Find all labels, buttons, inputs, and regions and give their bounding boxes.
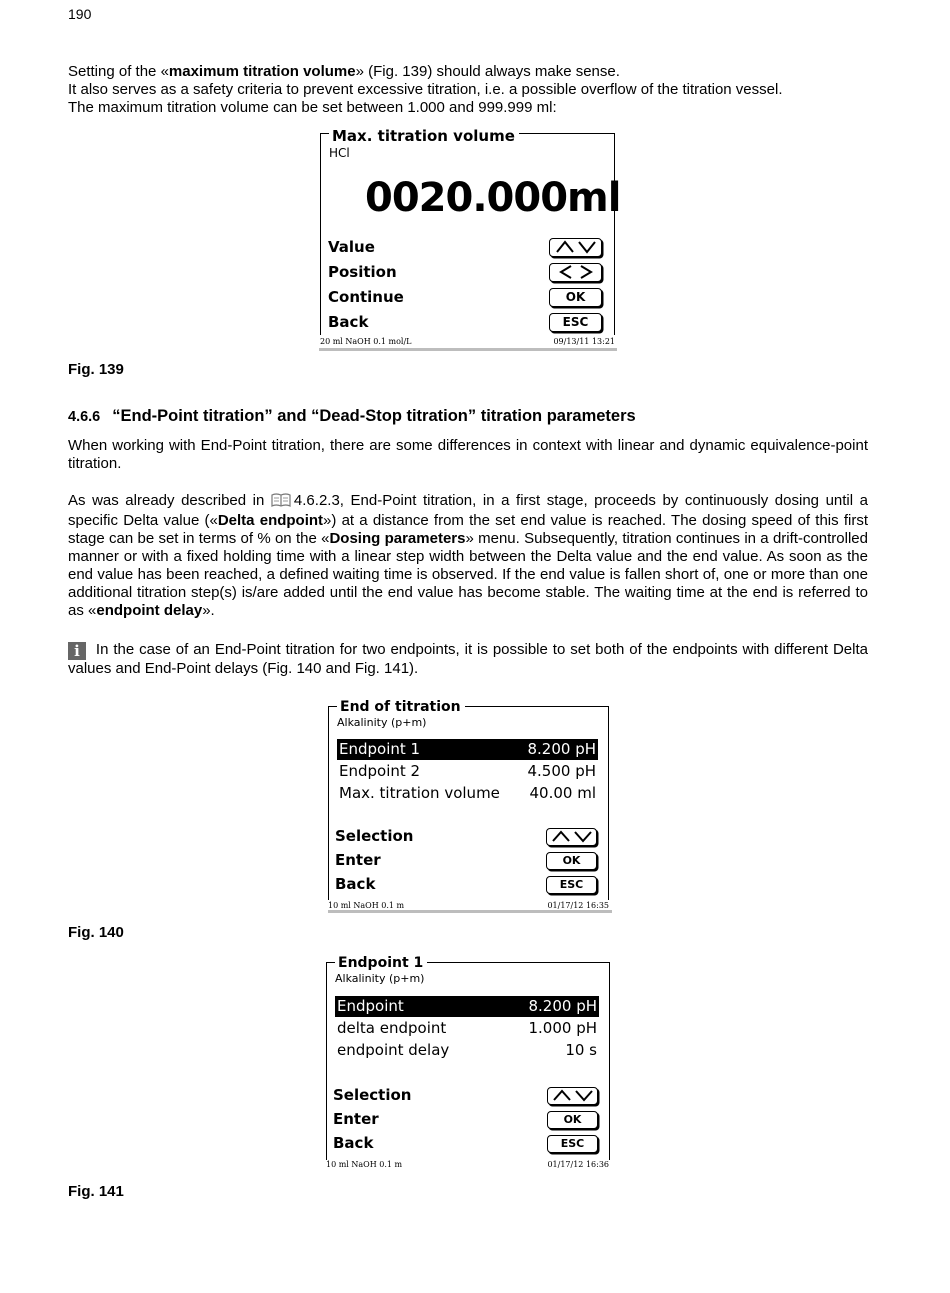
paragraph-text: As was already described in — [68, 492, 271, 509]
updown-arrows-key[interactable] — [546, 828, 597, 846]
fig140-screen — [325, 698, 613, 914]
esc-key[interactable]: ESC — [546, 876, 597, 894]
fig139-screen — [319, 125, 621, 351]
screen-title: Max. titration volume — [329, 127, 519, 145]
screen-frame — [326, 962, 610, 1160]
screen-subtitle: HCl — [329, 146, 350, 160]
menu-row-delta-endpoint[interactable] — [335, 1018, 599, 1039]
status-left: 20 ml NaOH 0.1 mol/L — [320, 337, 412, 346]
note-text: In the case of an End-Point titration for two endpoints, it is possible to set both of the endpoints with different Delta values and End-Point delays (Fig. 140 and Fig. 141). — [68, 641, 868, 677]
ok-key[interactable]: OK — [546, 852, 597, 870]
paragraph-text: » menu. Subsequently, titration continues in a drift-controlled manner or with a fixed holding time with a linear step width between the Delta value and the end value. As soon as the end value has been reached, a defined waiting time is observed. If the end value is fallen short of, one or more than one additional titration step(s) is/are added until the end value has become stable. The waiting time at the end is referred to as « — [68, 530, 868, 619]
menu-row-endpoint[interactable] — [335, 996, 599, 1017]
status-left: 10 ml NaOH 0.1 m — [328, 901, 405, 910]
status-right: 09/13/11 13:21 — [553, 337, 615, 346]
intro-text: Setting of the « — [68, 63, 169, 80]
paragraph-text: 4.6.2.3, End-Point titration, in a first stage, proceeds by continuously dosing until a specific Delta value (« — [68, 492, 868, 529]
bold-term: Delta endpoint — [217, 512, 324, 529]
menu-row-value: 4.500 pH — [527, 762, 596, 780]
page-number: 190 — [68, 6, 92, 22]
menu-row-max-titration-volume[interactable] — [337, 783, 598, 804]
status-left: 10 ml NaOH 0.1 m — [326, 1160, 403, 1169]
menu-row-label: Endpoint 1 — [339, 740, 421, 758]
back-label: Back — [333, 1134, 374, 1152]
value-label: Value — [328, 238, 375, 256]
book-icon — [271, 493, 291, 512]
status-bar — [319, 348, 617, 351]
menu-row-endpoint-1[interactable] — [337, 739, 598, 760]
updown-arrows-icon — [554, 239, 598, 255]
intro-text: » (Fig. 139) should always make sense. — [355, 63, 620, 80]
section-title: “End-Point titration” and “Dead-Stop titration” titration parameters — [112, 407, 636, 425]
intro-line-3: The maximum titration volume can be set between 1.000 and 999.999 ml: — [68, 99, 557, 116]
left-right-arrows-icon — [554, 264, 598, 280]
intro-bold-term: maximum titration volume — [168, 63, 356, 80]
fig141-caption: Fig. 141 — [68, 1183, 124, 1200]
paragraph-text: ») at a distance from the set end value is reached. The dosing speed of this first stage can be set in terms of % on the « — [68, 512, 868, 547]
fig141-screen — [323, 955, 613, 1173]
volume-unit: ml — [567, 175, 621, 221]
updown-arrows-key[interactable] — [547, 1087, 598, 1105]
position-label: Position — [328, 263, 397, 281]
menu-row-label: Endpoint — [337, 997, 404, 1015]
updown-arrows-icon — [551, 1088, 595, 1103]
menu-row-label: delta endpoint — [337, 1019, 447, 1037]
menu-row-value: 8.200 pH — [527, 740, 596, 758]
menu-row-value: 10 s — [565, 1041, 597, 1059]
menu-row-label: Max. titration volume — [339, 784, 500, 802]
fig139-caption: Fig. 139 — [68, 361, 124, 378]
left-right-arrows-key[interactable] — [549, 263, 602, 282]
esc-key[interactable]: ESC — [547, 1135, 598, 1153]
intro-line-2: It also serves as a safety criteria to prevent excessive titration, i.e. a possible overflow of the titration vessel. — [68, 81, 783, 98]
status-right: 01/17/12 16:36 — [547, 1160, 609, 1169]
continue-label: Continue — [328, 288, 404, 306]
selection-label: Selection — [335, 827, 414, 845]
menu-row-endpoint-2[interactable] — [337, 761, 598, 782]
screen-subtitle: Alkalinity (p+m) — [337, 716, 427, 729]
intro-paragraph — [68, 63, 888, 117]
updown-arrows-icon — [550, 829, 594, 844]
ok-key[interactable]: OK — [547, 1111, 598, 1129]
intro-line-1 — [68, 63, 888, 81]
back-label: Back — [328, 313, 369, 331]
updown-arrows-key[interactable] — [549, 238, 602, 257]
paragraph-1: When working with End-Point titration, there are some differences in context with linear and dynamic equivalence-point titration. — [68, 437, 868, 472]
screen-title: End of titration — [337, 699, 465, 715]
menu-row-value: 1.000 pH — [528, 1019, 597, 1037]
info-icon: i — [68, 642, 86, 660]
section-heading — [68, 407, 636, 426]
back-label: Back — [335, 875, 376, 893]
bold-term: Dosing parameters — [329, 530, 466, 547]
bold-term: endpoint delay — [96, 602, 203, 619]
ok-key[interactable]: OK — [549, 288, 602, 307]
screen-subtitle: Alkalinity (p+m) — [335, 972, 425, 985]
menu-row-label: endpoint delay — [337, 1041, 450, 1059]
status-right: 01/17/12 16:35 — [547, 901, 609, 910]
paragraph-text: ». — [202, 602, 215, 619]
menu-row-label: Endpoint 2 — [339, 762, 421, 780]
enter-label: Enter — [335, 851, 381, 869]
esc-key[interactable]: ESC — [549, 313, 602, 332]
section-number: 4.6.6 — [68, 409, 101, 425]
volume-number: 0020.000 — [365, 175, 568, 221]
menu-row-value: 40.00 ml — [529, 784, 596, 802]
screen-title: Endpoint 1 — [335, 955, 427, 971]
fig140-caption: Fig. 140 — [68, 924, 124, 941]
menu-row-value: 8.200 pH — [528, 997, 597, 1015]
menu-row-endpoint-delay[interactable] — [335, 1040, 599, 1061]
status-bar — [328, 910, 612, 913]
note-paragraph — [68, 641, 868, 678]
volume-value — [365, 175, 620, 221]
paragraph-2 — [68, 492, 868, 620]
selection-label: Selection — [333, 1086, 412, 1104]
enter-label: Enter — [333, 1110, 379, 1128]
